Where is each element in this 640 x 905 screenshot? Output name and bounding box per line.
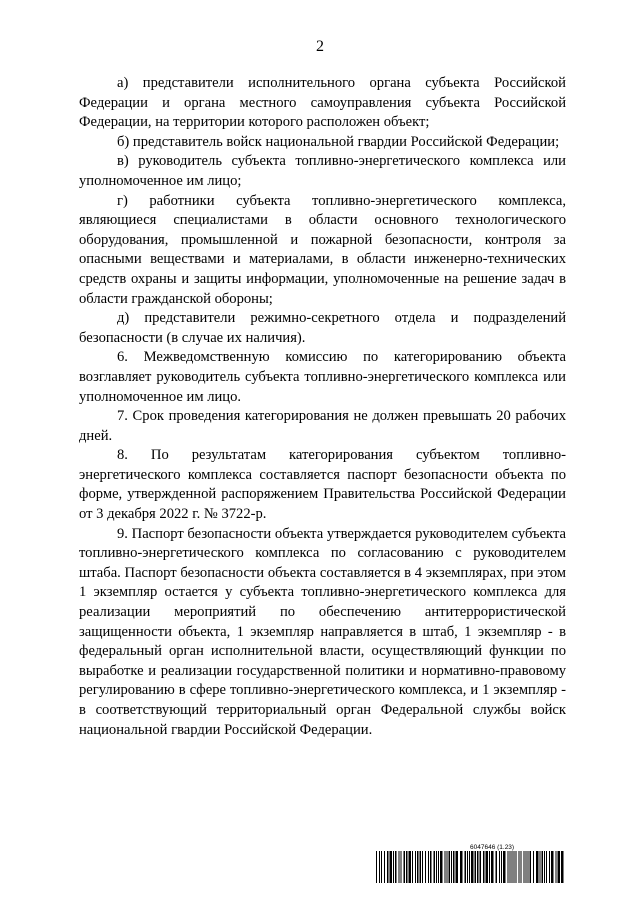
paragraph-6: 6. Межведомственную комиссию по категорированию объекта возглавляет руководитель субъекта топливно-энергетического комплекса или уполномоченное им лицо. [79,349,566,405]
paragraph-9: 9. Паспорт безопасности объекта утверждается руководителем субъекта топливно-энергетического комплекса по согласованию с руководителем штаба. Паспорт безопасности объекта составляется в 4 экземплярах, при этом 1 экземпляр остается у субъекта топливно-энергетического комплекса для реализации мероприятий по обеспечению антитеррористической защищенности объекта, 1 экземпляр направляется в штаб, 1 экземпляр - в федеральный орган исполнительной власти, осуществляющий функции по выработке и реализации государственной политики и нормативно-правовому регулированию в сфере топливно-энергетического комплекса, и 1 экземпляр - в соответствующий территориальный орган Федеральной службы войск национальной гвардии Российской Федерации. [79,525,566,738]
document-code: 6047646 (1.23) [470,844,515,851]
page-number: 2 [316,38,324,55]
document-body [79,74,566,740]
paragraph-item-v: в) руководитель субъекта топливно-энергетического комплекса или уполномоченное им лицо; [79,153,566,189]
paragraph-8: 8. По результатам категорирования субъектом топливно-энергетического комплекса составляется паспорт безопасности объекта по форме, утвержденной распоряжением Правительства Российской Федерации от 3 декабря 2022 г. № 3722-р. [79,447,566,523]
paragraph-7: 7. Срок проведения категорирования не должен превышать 20 рабочих дней. [79,408,566,444]
paragraph-item-g: г) работники субъекта топливно-энергетического комплекса, являющиеся специалистами в области основного технологического оборудования, промышленной и пожарной безопасности, контроля за опасными веществами и материалами, в области инженерно-технических средств охраны и защиты информации, уполномоченные на решение задач в области гражданской обороны; [79,192,566,307]
barcode-icon [375,851,565,883]
paragraph-item-d: д) представители режимно-секретного отдела и подразделений безопасности (в случае их наличия). [79,310,566,346]
paragraph-item-b: б) представитель войск национальной гвардии Российской Федерации; [117,133,560,150]
paragraph-item-a: а) представители исполнительного органа субъекта Российской Федерации и органа местного самоуправления субъекта Российской Федерации, на территории которого расположен объект; [79,75,566,131]
